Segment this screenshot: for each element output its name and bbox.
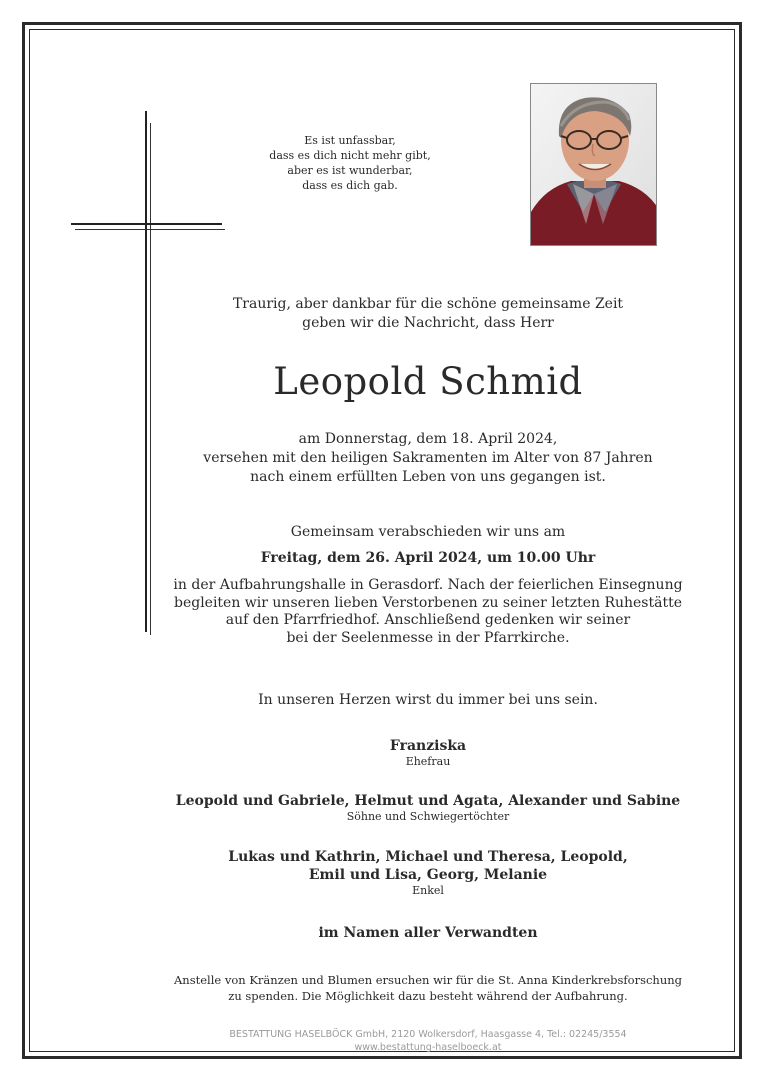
footer xyxy=(130,1028,726,1054)
intro-line: Traurig, aber dankbar für die schöne gemeinsame Zeit xyxy=(232,296,624,312)
mourner-group-spouse xyxy=(130,737,726,769)
footer-website[interactable]: www.bestattung-haselboeck.at xyxy=(354,1042,502,1053)
mourner-group-sons xyxy=(130,792,726,824)
mourner-names: Franziska xyxy=(389,738,467,754)
deceased-name: Leopold Schmid xyxy=(273,360,583,403)
note-line: zu spenden. Die Möglichkeit dazu besteht während der Aufbahrung. xyxy=(228,989,628,1003)
mourner-relation: Enkel xyxy=(412,884,444,897)
death-line: am Donnerstag, dem 18. April 2024, xyxy=(298,431,558,447)
signoff: im Namen aller Verwandten xyxy=(318,925,538,941)
cross-horizontal-shadow xyxy=(75,229,225,230)
portrait-photo xyxy=(530,83,657,246)
farewell-intro: Gemeinsam verabschieden wir uns am xyxy=(290,524,566,540)
ceremony-line: in der Aufbahrungshalle in Gerasdorf. Nach der feierlichen Einsegnung xyxy=(173,577,683,593)
mourner-names: Emil und Lisa, Georg, Melanie xyxy=(308,867,548,883)
ceremony-line: bei der Seelenmesse in der Pfarrkirche. xyxy=(286,629,570,646)
death-line: nach einem erfüllten Leben von uns gegangen ist. xyxy=(250,469,606,485)
announcement-intro xyxy=(130,295,726,333)
mourner-names: Lukas und Kathrin, Michael und Theresa, Leopold, xyxy=(228,849,628,865)
verse-line: dass es dich gab. xyxy=(302,179,398,192)
footer-company: BESTATTUNG HASELBÖCK GmbH, 2120 Wolkersdorf, Haasgasse 4, Tel.: 02245/3554 xyxy=(229,1029,627,1040)
cross-horizontal-bar xyxy=(71,223,222,225)
verse-line: aber es ist wunderbar, xyxy=(287,164,413,177)
ceremony-line: begleiten wir unseren lieben Verstorbenen zu seiner letzten Ruhestätte xyxy=(173,594,682,611)
donation-note xyxy=(130,972,726,1004)
mourner-group-grandchildren xyxy=(130,848,726,898)
farewell-date: Freitag, dem 26. April 2024, um 10.00 Uhr xyxy=(260,550,596,566)
mourner-relation: Ehefrau xyxy=(405,755,451,768)
closing-line: In unseren Herzen wirst du immer bei uns sein. xyxy=(258,692,598,708)
ceremony-line: auf den Pfarrfriedhof. Anschließend gedenken wir seiner xyxy=(225,612,631,628)
death-line: versehen mit den heiligen Sakramenten im Alter von 87 Jahren xyxy=(203,450,653,466)
intro-line: geben wir die Nachricht, dass Herr xyxy=(302,315,554,331)
death-details xyxy=(130,430,726,487)
verse-line: dass es dich nicht mehr gibt, xyxy=(269,149,431,162)
ceremony-details xyxy=(130,577,726,647)
memorial-verse xyxy=(240,133,460,193)
note-line: Anstelle von Kränzen und Blumen ersuchen wir für die St. Anna Kinderkrebsforschung xyxy=(174,973,682,987)
portrait-image xyxy=(531,84,657,246)
mourner-names: Leopold und Gabriele, Helmut und Agata, Alexander und Sabine xyxy=(175,793,681,809)
verse-line: Es ist unfassbar, xyxy=(304,134,396,147)
mourner-relation: Söhne und Schwiegertöchter xyxy=(346,810,510,823)
